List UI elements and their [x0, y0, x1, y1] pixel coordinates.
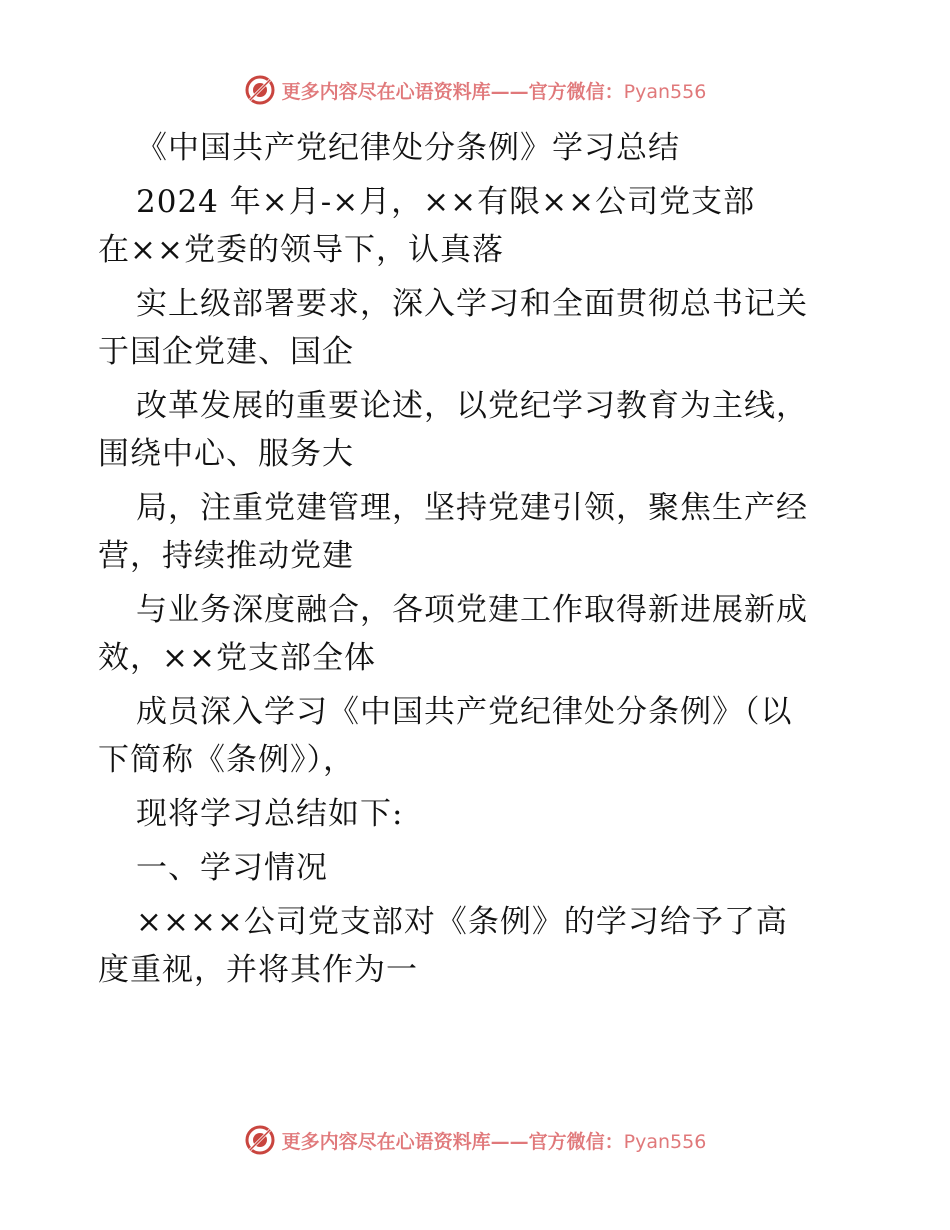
paragraph-line: 于国企党建、国企 — [98, 334, 354, 370]
pen-logo-icon — [244, 1124, 276, 1156]
paragraph-line: 成员深入学习《中国共产党纪律处分条例》（以 — [136, 694, 793, 730]
watermark-text: 更多内容尽在心语资料库——官方微信：Pyan556 — [281, 80, 707, 103]
paragraph-line: 现将学习总结如下: — [136, 796, 404, 832]
paragraph-line: 改革发展的重要论述，以党纪学习教育为主线， — [136, 388, 808, 424]
document-title: 《中国共产党纪律处分条例》学习总结 — [136, 130, 680, 166]
pen-logo-icon — [244, 74, 276, 106]
paragraph-line: 2024 年×月-×月，××有限××公司党支部 — [136, 184, 756, 220]
paragraph-line: 实上级部署要求，深入学习和全面贯彻总书记关 — [136, 286, 808, 322]
paragraph-line: 在××党委的领导下，认真落 — [98, 232, 504, 268]
paragraph-line: 围绕中心、服务大 — [98, 436, 354, 472]
footer-watermark — [0, 1120, 950, 1160]
paragraph-line: 效，××党支部全体 — [98, 640, 376, 676]
watermark-text: 更多内容尽在心语资料库——官方微信：Pyan556 — [281, 1130, 707, 1153]
header-watermark — [0, 70, 950, 110]
section-heading: 一、学习情况 — [136, 850, 328, 886]
paragraph-line: ××××公司党支部对《条例》的学习给予了高 — [136, 904, 788, 940]
paragraph-line: 与业务深度融合，各项党建工作取得新进展新成 — [136, 592, 808, 628]
paragraph-line: 局，注重党建管理，坚持党建引领，聚焦生产经 — [136, 490, 808, 526]
paragraph-line: 营，持续推动党建 — [98, 538, 354, 574]
paragraph-line: 下简称《条例》）， — [98, 742, 355, 778]
paragraph-line: 度重视，并将其作为一 — [98, 952, 418, 988]
document-body — [98, 124, 858, 994]
